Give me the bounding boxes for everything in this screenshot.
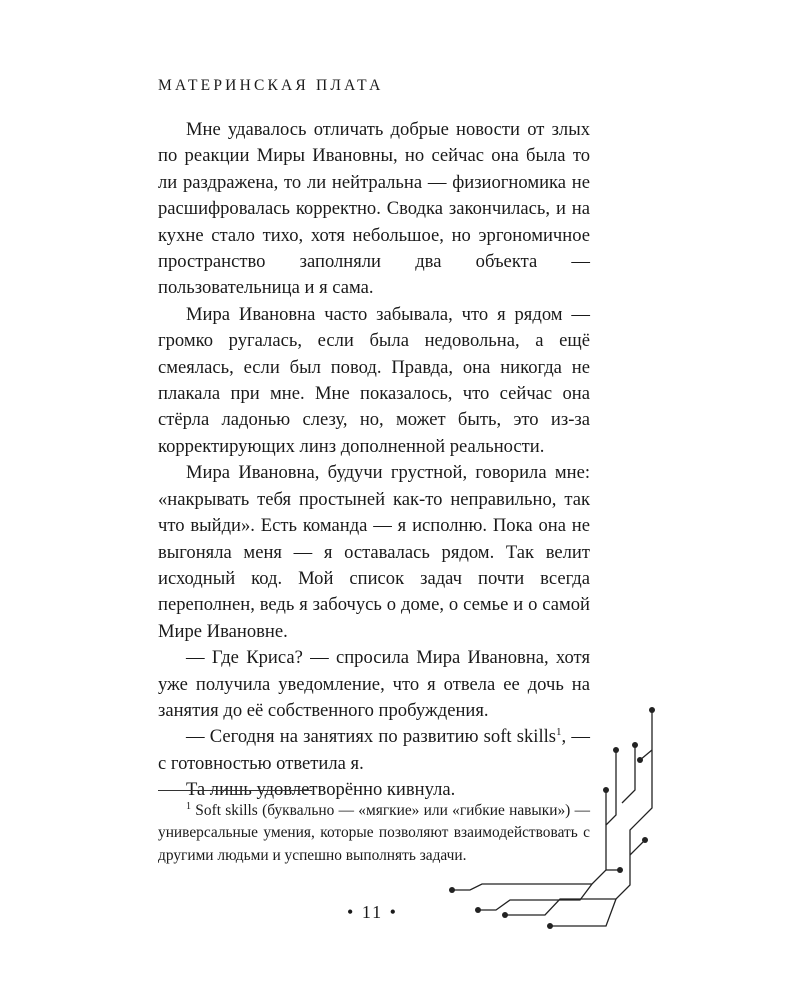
circuit-node xyxy=(547,923,553,929)
footnote-rule xyxy=(158,790,312,791)
paragraph: Мира Ивановна, будучи грустной, говорила мне: «накрывать тебя простыней как-то неправильно, так что выйди». Есть команда — я исполню. Пока она не выгоняла меня — я оставалась рядом. Так велит исходный код. Мой список задач почти всегда переполнен, ведь я забочусь о доме, о семье и о самой Мире Ивановне. xyxy=(158,462,590,642)
footnote-marker: 1 xyxy=(186,800,191,812)
circuit-trace xyxy=(622,745,635,803)
circuit-node xyxy=(603,787,609,793)
running-head: МАТЕРИНСКАЯ ПЛАТА xyxy=(158,77,384,94)
footnote-reference[interactable]: 1 xyxy=(556,726,562,739)
paragraph: Мне удавалось отличать добрые новости от злых по реакции Миры Ивановны, но сейчас она была то ли раздражена, то ли нейтральна — физиогномика не расшифровалась корректно. Сводка закончилась, и на кухне стало тихо, хотя небольшое, но эргономичное пространство заполняли два объекта — пользовательница и я сама. xyxy=(158,119,590,299)
paragraph: Мира Ивановна часто забывала, что я рядом — громко ругалась, если была недовольна, а ещё смеялась, если был повод. Правда, она никогда не плакала при мне. Мне показалось, что сейчас она стёрла ладонью слезу, но, может быть, это из-за корректирующих линз дополненной реальности. xyxy=(158,303,590,457)
circuit-node xyxy=(642,837,648,843)
circuit-node xyxy=(449,887,455,893)
circuit-node xyxy=(649,707,655,713)
paragraph-text: — Сегодня на занятиях по развитию soft skills xyxy=(186,726,557,748)
paragraph-text: , — с готовностью ответила я. xyxy=(158,726,590,774)
circuit-trace xyxy=(630,840,645,855)
circuit-node xyxy=(613,747,619,753)
page-number: • 11 • xyxy=(347,902,398,922)
paragraph: Та лишь удовлетворённо кивнула. xyxy=(186,779,456,801)
paragraph: — Где Криса? — спросила Мира Ивановна, хотя уже получила уведомление, что я отвела ее дочь на занятия до её собственного пробуждения. xyxy=(158,647,590,721)
circuit-node xyxy=(637,757,643,763)
circuit-trace xyxy=(452,750,616,890)
circuit-node xyxy=(632,742,638,748)
footnote-text: Soft skills (буквально — «мягкие» или «гибкие навыки») — универсальные умения, которые позволяют взаимодействовать с другими людьми и успешно выполнять задачи. xyxy=(158,802,590,864)
circuit-node xyxy=(617,867,623,873)
